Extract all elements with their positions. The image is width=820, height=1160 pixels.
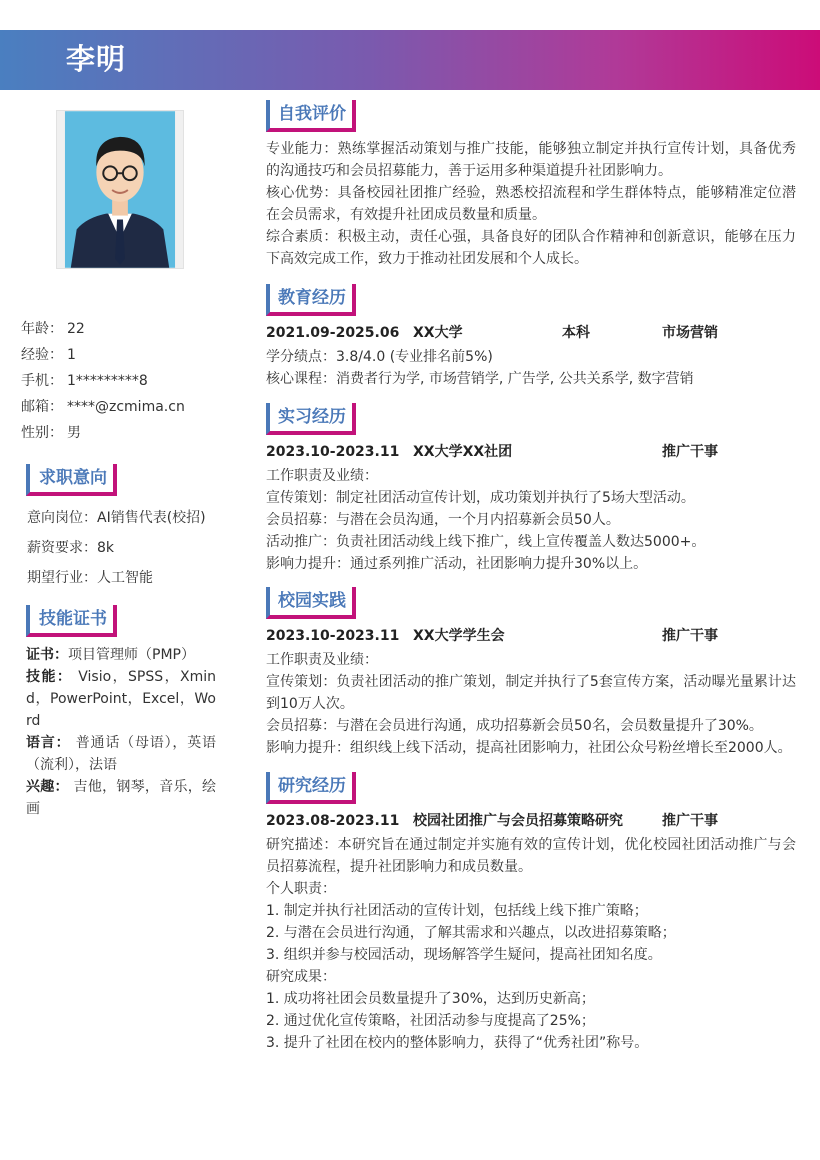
campus-heading: 校园实践 [266,587,356,619]
skill-tools: 技能： Visio，SPSS，Xmind，PowerPoint，Excel，Word [26,669,217,729]
internship-line: 会员招募：与潜在会员沟通，一个月内招募新会员50人。 [266,512,620,528]
campus-section [266,587,796,759]
internship-line: 活动推广：负责社团活动线上线下推广，线上宣传覆盖人数达5000+。 [266,534,706,550]
self-eval-line: 综合素质：积极主动，责任心强，具备良好的团队合作精神和创新意识，能够在压力下高效完成工作，致力于推动社团发展和个人成长。 [266,229,796,267]
self-eval-line: 专业能力：熟练掌握活动策划与推广技能，能够独立制定并执行宣传计划，具备优秀的沟通技巧和会员招募能力，善于运用多种渠道提升社团影响力。 [266,141,796,179]
research-period: 2023.08-2023.11 [266,813,400,829]
research-line: 3. 组织并参与校园活动，现场解答学生疑问，提高社团知名度。 [266,947,662,963]
campus-header-row [266,625,796,649]
education-school: XX大学 [413,325,463,341]
intent-salary: 薪资要求：8k [27,540,115,556]
research-line: 研究描述：本研究旨在通过制定并实施有效的宣传计划，优化校园社团活动推广与会员招募流程，提升社团影响力和成员数量。 [266,837,796,875]
internship-line: 工作职责及业绩： [266,468,378,484]
intent-position: 意向岗位：AI销售代表(校招) [27,510,206,526]
education-heading: 教育经历 [266,284,356,316]
research-role: 推广干事 [662,813,718,829]
campus-org: XX大学学生会 [413,628,505,644]
research-line: 1. 制定并执行社团活动的宣传计划，包括线上线下推广策略； [266,903,648,919]
education-section [266,284,796,390]
education-line: 核心课程：消费者行为学, 市场营销学, 广告学, 公共关系学, 数字营销 [266,371,694,387]
skill-certificate: 证书：项目管理师（PMP） [26,647,195,663]
research-line: 研究成果： [266,969,336,985]
self-eval-line: 核心优势：具备校园社团推广经验，熟悉校招流程和学生群体特点，能够精准定位潜在会员需求，有效提升社团成员数量和质量。 [266,185,796,223]
internship-line: 宣传策划：制定社团活动宣传计划，成功策划并执行了5场大型活动。 [266,490,695,506]
education-period: 2021.09-2025.06 [266,325,400,341]
campus-period: 2023.10-2023.11 [266,628,400,644]
internship-role: 推广干事 [662,444,718,460]
education-degree: 本科 [562,325,590,341]
job-intent-list [27,506,227,596]
campus-line: 影响力提升：组织线上线下活动，提高社团影响力，社团公众号粉丝增长至2000人。 [266,740,792,756]
self-eval-heading: 自我评价 [266,100,356,132]
info-phone: 手机： 1*********8 [21,373,148,389]
education-major: 市场营销 [662,325,718,341]
info-gender: 性别： 男 [21,425,81,441]
research-header-row [266,810,796,834]
skill-interests: 兴趣： 吉他，钢琴，音乐，绘画 [26,779,217,817]
research-line: 2. 与潜在会员进行沟通，了解其需求和兴趣点，以改进招募策略； [266,925,676,941]
campus-line: 工作职责及业绩： [266,652,378,668]
internship-heading: 实习经历 [266,403,356,435]
campus-line: 会员招募：与潜在会员进行沟通，成功招募新会员50名，会员数量提升了30%。 [266,718,763,734]
education-header-row [266,322,796,346]
internship-section [266,403,796,575]
education-line: 学分绩点：3.8/4.0 (专业排名前5%) [266,349,493,365]
research-section [266,772,796,1054]
research-line: 2. 通过优化宣传策略，社团活动参与度提高了25%； [266,1013,595,1029]
research-topic: 校园社团推广与会员招募策略研究 [413,813,623,829]
research-heading: 研究经历 [266,772,356,804]
self-eval-section [266,100,796,270]
job-intent-heading: 求职意向 [26,464,117,496]
campus-role: 推广干事 [662,628,718,644]
research-line: 个人职责： [266,881,336,897]
research-line: 1. 成功将社团会员数量提升了30%，达到历史新高； [266,991,595,1007]
research-line: 3. 提升了社团在校内的整体影响力，获得了“优秀社团”称号。 [266,1035,649,1051]
profile-photo [56,110,184,269]
basic-info [21,318,231,448]
internship-header-row [266,441,796,465]
intent-industry: 期望行业：人工智能 [27,570,153,586]
info-age: 年龄： 22 [21,321,85,337]
skills-heading: 技能证书 [26,605,117,637]
skills-list [26,644,216,820]
candidate-name: 李明 [66,42,127,76]
campus-line: 宣传策划：负责社团活动的推广策划，制定并执行了5套宣传方案，活动曝光量累计达到10万人次。 [266,674,796,712]
info-email: 邮箱： ****@zcmima.cn [21,399,185,415]
internship-period: 2023.10-2023.11 [266,444,400,460]
internship-org: XX大学XX社团 [413,444,513,460]
header-banner [0,30,820,90]
internship-line: 影响力提升：通过系列推广活动，社团影响力提升30%以上。 [266,556,648,572]
info-experience: 经验： 1 [21,347,76,363]
skill-languages: 语言： 普通话（母语），英语（流利），法语 [26,735,217,773]
